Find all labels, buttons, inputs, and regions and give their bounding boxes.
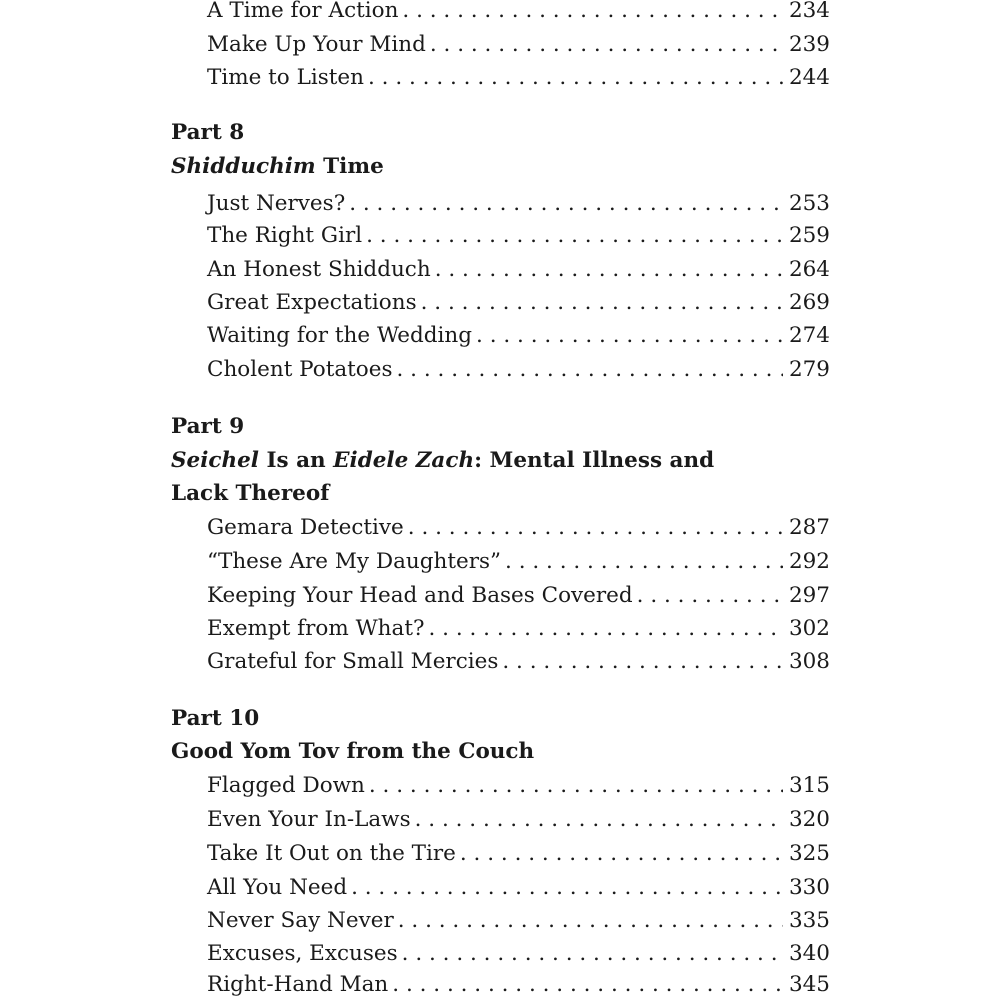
toc-entry: [207, 547, 830, 577]
entry-title: Even Your In-Laws: [207, 807, 411, 832]
entry-page: 308: [788, 649, 830, 674]
part-title-italic: Shidduchim: [171, 154, 316, 179]
entry-title: Keeping Your Head and Bases Covered: [207, 583, 633, 608]
dot-leader: [421, 288, 783, 318]
dot-leader: [637, 581, 783, 611]
part-title: [171, 152, 384, 182]
entry-title: Great Expectations: [207, 290, 417, 315]
dot-leader: [402, 0, 783, 26]
entry-page: 302: [788, 616, 830, 641]
entry-page: 297: [788, 583, 830, 608]
entry-page: 345: [788, 972, 830, 997]
entry-page: 234: [788, 0, 830, 23]
part-title-text: Time: [315, 154, 384, 179]
entry-page: 340: [788, 941, 830, 966]
toc-entry: [207, 614, 830, 644]
entry-page: 259: [788, 223, 830, 248]
dot-leader: [435, 255, 783, 285]
entry-title: The Right Girl: [207, 223, 363, 248]
toc-entry: [207, 355, 830, 385]
toc-entry: [207, 189, 830, 219]
part-title-text: : Mental Illness and: [474, 448, 715, 473]
part-title-italic: Eidele Zach: [333, 448, 475, 473]
entry-page: 315: [788, 773, 830, 798]
entry-title: Excuses, Excuses: [207, 941, 398, 966]
entry-title: Gemara Detective: [207, 515, 404, 540]
entry-page: 287: [788, 515, 830, 540]
entry-page: 325: [788, 841, 830, 866]
dot-leader: [366, 221, 783, 251]
dot-leader: [430, 30, 783, 60]
entry-title: Right-Hand Man: [207, 972, 389, 997]
entry-page: 320: [788, 807, 830, 832]
dot-leader: [502, 647, 783, 677]
toc-entry: [207, 906, 830, 936]
entry-page: 274: [788, 323, 830, 348]
part-title: Good Yom Tov from the Couch: [171, 739, 535, 764]
entry-page: 335: [788, 908, 830, 933]
entry-page: 264: [788, 257, 830, 282]
dot-leader: [369, 771, 783, 801]
entry-page: 253: [788, 191, 830, 216]
toc-entry: [207, 321, 830, 351]
entry-title: An Honest Shidduch: [207, 257, 431, 282]
part-title-text: Is an: [258, 448, 334, 473]
toc-entry: [207, 581, 830, 611]
entry-title: Waiting for the Wedding: [207, 323, 473, 348]
toc-entry: [207, 873, 830, 903]
dot-leader: [408, 513, 783, 543]
dot-leader: [460, 839, 783, 869]
entry-title: Never Say Never: [207, 908, 394, 933]
dot-leader: [349, 189, 783, 219]
toc-entry: [207, 647, 830, 677]
entry-title: Take It Out on the Tire: [207, 841, 456, 866]
toc-entry: [207, 288, 830, 318]
part-label: Part 8: [171, 120, 245, 145]
entry-title: Grateful for Small Mercies: [207, 649, 499, 674]
entry-title: Just Nerves?: [207, 191, 346, 216]
part-title-line2: Lack Thereof: [171, 481, 330, 506]
entry-title: Exempt from What?: [207, 616, 425, 641]
toc-entry: [207, 771, 830, 801]
entry-page: 279: [788, 357, 830, 382]
toc-entry: [207, 805, 830, 835]
toc-entry: [207, 0, 830, 26]
entry-title: A Time for Action: [207, 0, 399, 23]
entry-title: All You Need: [207, 875, 348, 900]
part-title-italic: Seichel: [171, 448, 259, 473]
dot-leader: [398, 906, 783, 936]
dot-leader: [402, 939, 783, 969]
entry-title: Cholent Potatoes: [207, 357, 393, 382]
entry-page: 292: [788, 549, 830, 574]
entry-title: Make Up Your Mind: [207, 32, 426, 57]
toc-entry: [207, 221, 830, 251]
dot-leader: [368, 63, 783, 93]
toc-entry: [207, 939, 830, 969]
dot-leader: [429, 614, 783, 644]
part-label: Part 9: [171, 414, 245, 439]
dot-leader: [415, 805, 783, 835]
entry-title: Time to Listen: [207, 65, 364, 90]
entry-title: “These Are My Daughters”: [207, 549, 502, 574]
entry-page: 269: [788, 290, 830, 315]
toc-entry: [207, 513, 830, 543]
dot-leader: [351, 873, 783, 903]
part-label: Part 10: [171, 706, 260, 731]
dot-leader: [505, 547, 783, 577]
dot-leader: [392, 970, 783, 1000]
toc-entry: [207, 970, 830, 1000]
dot-leader: [476, 321, 783, 351]
toc-entry: [207, 30, 830, 60]
toc-entry: [207, 63, 830, 93]
entry-page: 330: [788, 875, 830, 900]
entry-page: 239: [788, 32, 830, 57]
entry-title: Flagged Down: [207, 773, 365, 798]
entry-page: 244: [788, 65, 830, 90]
toc-entry: [207, 255, 830, 285]
part-title: [171, 446, 714, 476]
dot-leader: [397, 355, 783, 385]
toc-entry: [207, 839, 830, 869]
